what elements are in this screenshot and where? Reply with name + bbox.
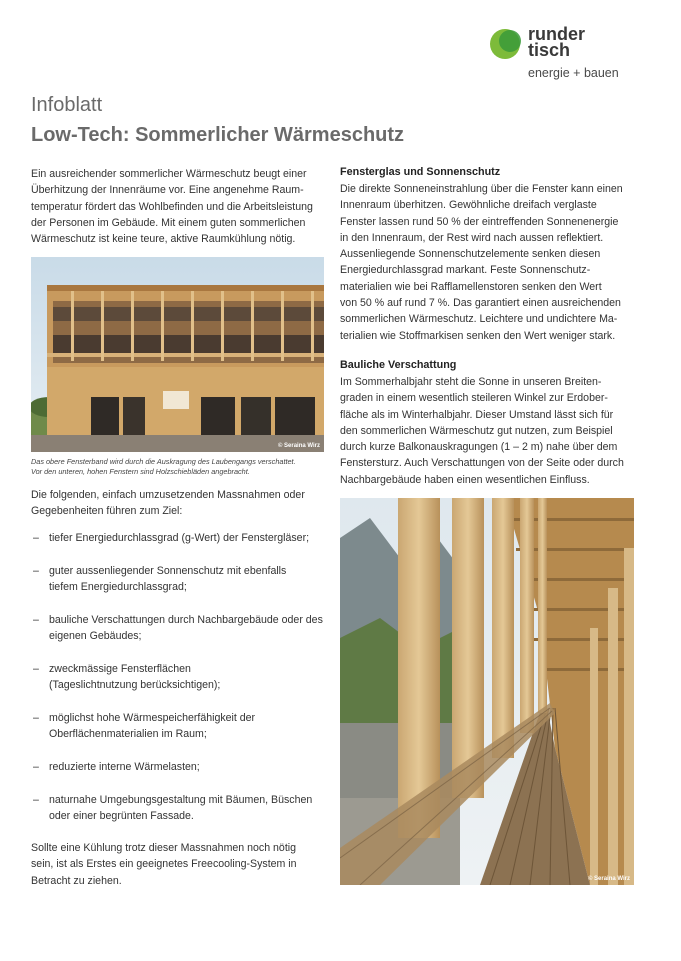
body-line: Fenster lassen rund 50 % der eintreffenden Sonnenenergie <box>340 215 619 228</box>
list-item-line: naturnahe Umgebungsgestaltung mit Bäumen, Büschen <box>49 793 313 806</box>
list-item-line: tiefer Energiedurchlassgrad (g-Wert) der Fenstergläser; <box>49 532 310 544</box>
intro-line: temperatur fördert das Wohlbefinden und die Arbeitsleistung <box>31 200 313 213</box>
logo-line2: tisch <box>528 40 571 60</box>
measures-list <box>31 530 331 841</box>
list-item-line: oder einer begrünten Fassade. <box>49 810 194 823</box>
dash-bullet: – <box>33 532 39 544</box>
body-line: materialien wie bei Rafflamellenstoren senken den Wert <box>340 280 602 293</box>
walkway-image <box>340 498 634 885</box>
body-line: Im Sommerhalbjahr steht die Sonne in unseren Breiten- <box>340 376 602 388</box>
caption-line: Vor den unteren, hohen Fenstern sind Holzschiebläden angebracht. <box>31 467 250 476</box>
body-line: terialien wie Stoffmarkisen senken den Wert weniger stark. <box>340 329 616 342</box>
closing-line: Betracht zu ziehen. <box>31 874 122 887</box>
logo <box>488 26 668 86</box>
dash-bullet: – <box>33 712 39 725</box>
section-heading-glass: Fensterglas und Sonnenschutz <box>340 166 501 178</box>
dash-bullet: – <box>33 662 39 675</box>
body-line: fläche als im Winterhalbjahr. Dieser Umstand lässt sich für <box>340 408 614 421</box>
list-item <box>31 792 331 825</box>
body-line: durch kurze Balkonauskragungen (1 – 2 m) nahe über dem <box>340 441 618 454</box>
list-item-line: eigenen Gebäudes; <box>49 630 142 643</box>
body-line: sommerlichen Wärmeschutz. Leichtere und undichtere Ma- <box>340 313 618 326</box>
logo-wordmark <box>528 26 585 58</box>
document-title: Low-Tech: Sommerlicher Wärmeschutz <box>31 124 405 146</box>
list-item-line: zweckmässige Fensterflächen <box>49 662 191 675</box>
building-facade-photo <box>31 257 324 452</box>
body-line: Die direkte Sonneneinstrahlung über die Fenster kann einen <box>340 183 623 195</box>
photo-caption <box>31 457 331 477</box>
body-line: Aussenliegende Sonnenschutzelemente senken diesen <box>340 248 601 261</box>
body-line: Innenraum überhitzen. Gewöhnliche dreifach verglaste <box>340 199 597 212</box>
measures-lead <box>31 487 331 520</box>
list-item-line: reduzierte interne Wärmelasten; <box>49 761 200 774</box>
intro-line: der Personen im Gebäude. Mit einem guten sommerlichen <box>31 216 306 229</box>
intro-line: Ein ausreichender sommerlicher Wärmeschutz beugt einer <box>31 168 307 180</box>
list-item <box>31 612 331 645</box>
body-line: Energiedurchlassgrad markant. Feste Sonnenschutz- <box>340 264 591 277</box>
body-line: graden in einem wesentlich steileren Winkel zur Erdober- <box>340 392 608 405</box>
list-item <box>31 710 331 743</box>
list-item <box>31 530 331 546</box>
dash-bullet: – <box>33 564 39 577</box>
list-item-line: bauliche Verschattungen durch Nachbargebäude oder des <box>49 613 323 626</box>
walkway-photo <box>340 498 634 885</box>
document-kicker: Infoblatt <box>31 94 103 116</box>
body-line: den sommerlichen Wärmeschutz gut nutzen, zum Beispiel <box>340 424 613 437</box>
dash-bullet: – <box>33 613 39 626</box>
lead-line: Gegebenheiten führen zum Ziel: <box>31 505 183 518</box>
list-item <box>31 563 331 596</box>
list-item-line: Oberflächenmaterialien im Raum; <box>49 728 207 741</box>
photo-credit: © Seraina Wirz <box>277 443 320 449</box>
body-line: Nachbargebäude haben einen wesentlichen Einfluss. <box>340 473 590 486</box>
list-item-line: möglichst hohe Wärmespeicherfähigkeit der <box>49 712 256 725</box>
list-item <box>31 759 331 775</box>
list-item-line: tiefem Energiedurchlassgrad; <box>49 581 187 594</box>
logo-subline: energie + bauen <box>528 66 619 80</box>
list-item-line: (Tageslichtnutzung berücksichtigen); <box>49 679 221 692</box>
closing-paragraph <box>31 840 321 889</box>
closing-line: sein, ist als Erstes ein geeignetes Freecooling-System in <box>31 858 297 871</box>
caption-line: Das obere Fensterband wird durch die Auskragung des Laubengangs verschattet. <box>31 457 296 466</box>
logo-circles-icon <box>488 26 524 62</box>
intro-paragraph <box>31 166 331 247</box>
intro-line: Wärmeschutz ist keine teure, aktive Raumkühlung nötig. <box>31 233 296 246</box>
lead-line: Die folgenden, einfach umzusetzenden Massnahmen oder <box>31 489 305 501</box>
closing-line: Sollte eine Kühlung trotz dieser Massnahmen noch nötig <box>31 842 297 854</box>
dash-bullet: – <box>33 793 39 806</box>
photo-credit: © Seraina Wirz <box>587 876 630 882</box>
body-line: von 50 % auf rund 7 %. Das garantiert einen ausreichenden <box>340 297 621 310</box>
list-item <box>31 661 331 694</box>
intro-line: Überhitzung der Innenräume vor. Eine angenehme Raum- <box>31 184 304 197</box>
body-line: Fenstersturz. Auch Verschattungen von der Seite oder durch <box>340 457 624 470</box>
section-heading-shading: Bauliche Verschattung <box>340 359 457 371</box>
section-body-shading <box>340 374 640 488</box>
section-body-glass <box>340 181 640 344</box>
list-item-line: guter aussenliegender Sonnenschutz mit ebenfalls <box>49 564 287 577</box>
building-facade-image <box>31 257 324 452</box>
dash-bullet: – <box>33 761 39 774</box>
logo-line1: runder <box>528 24 586 44</box>
body-line: in den Innenraum, der Rest wird nach aussen reflektiert. <box>340 231 604 244</box>
